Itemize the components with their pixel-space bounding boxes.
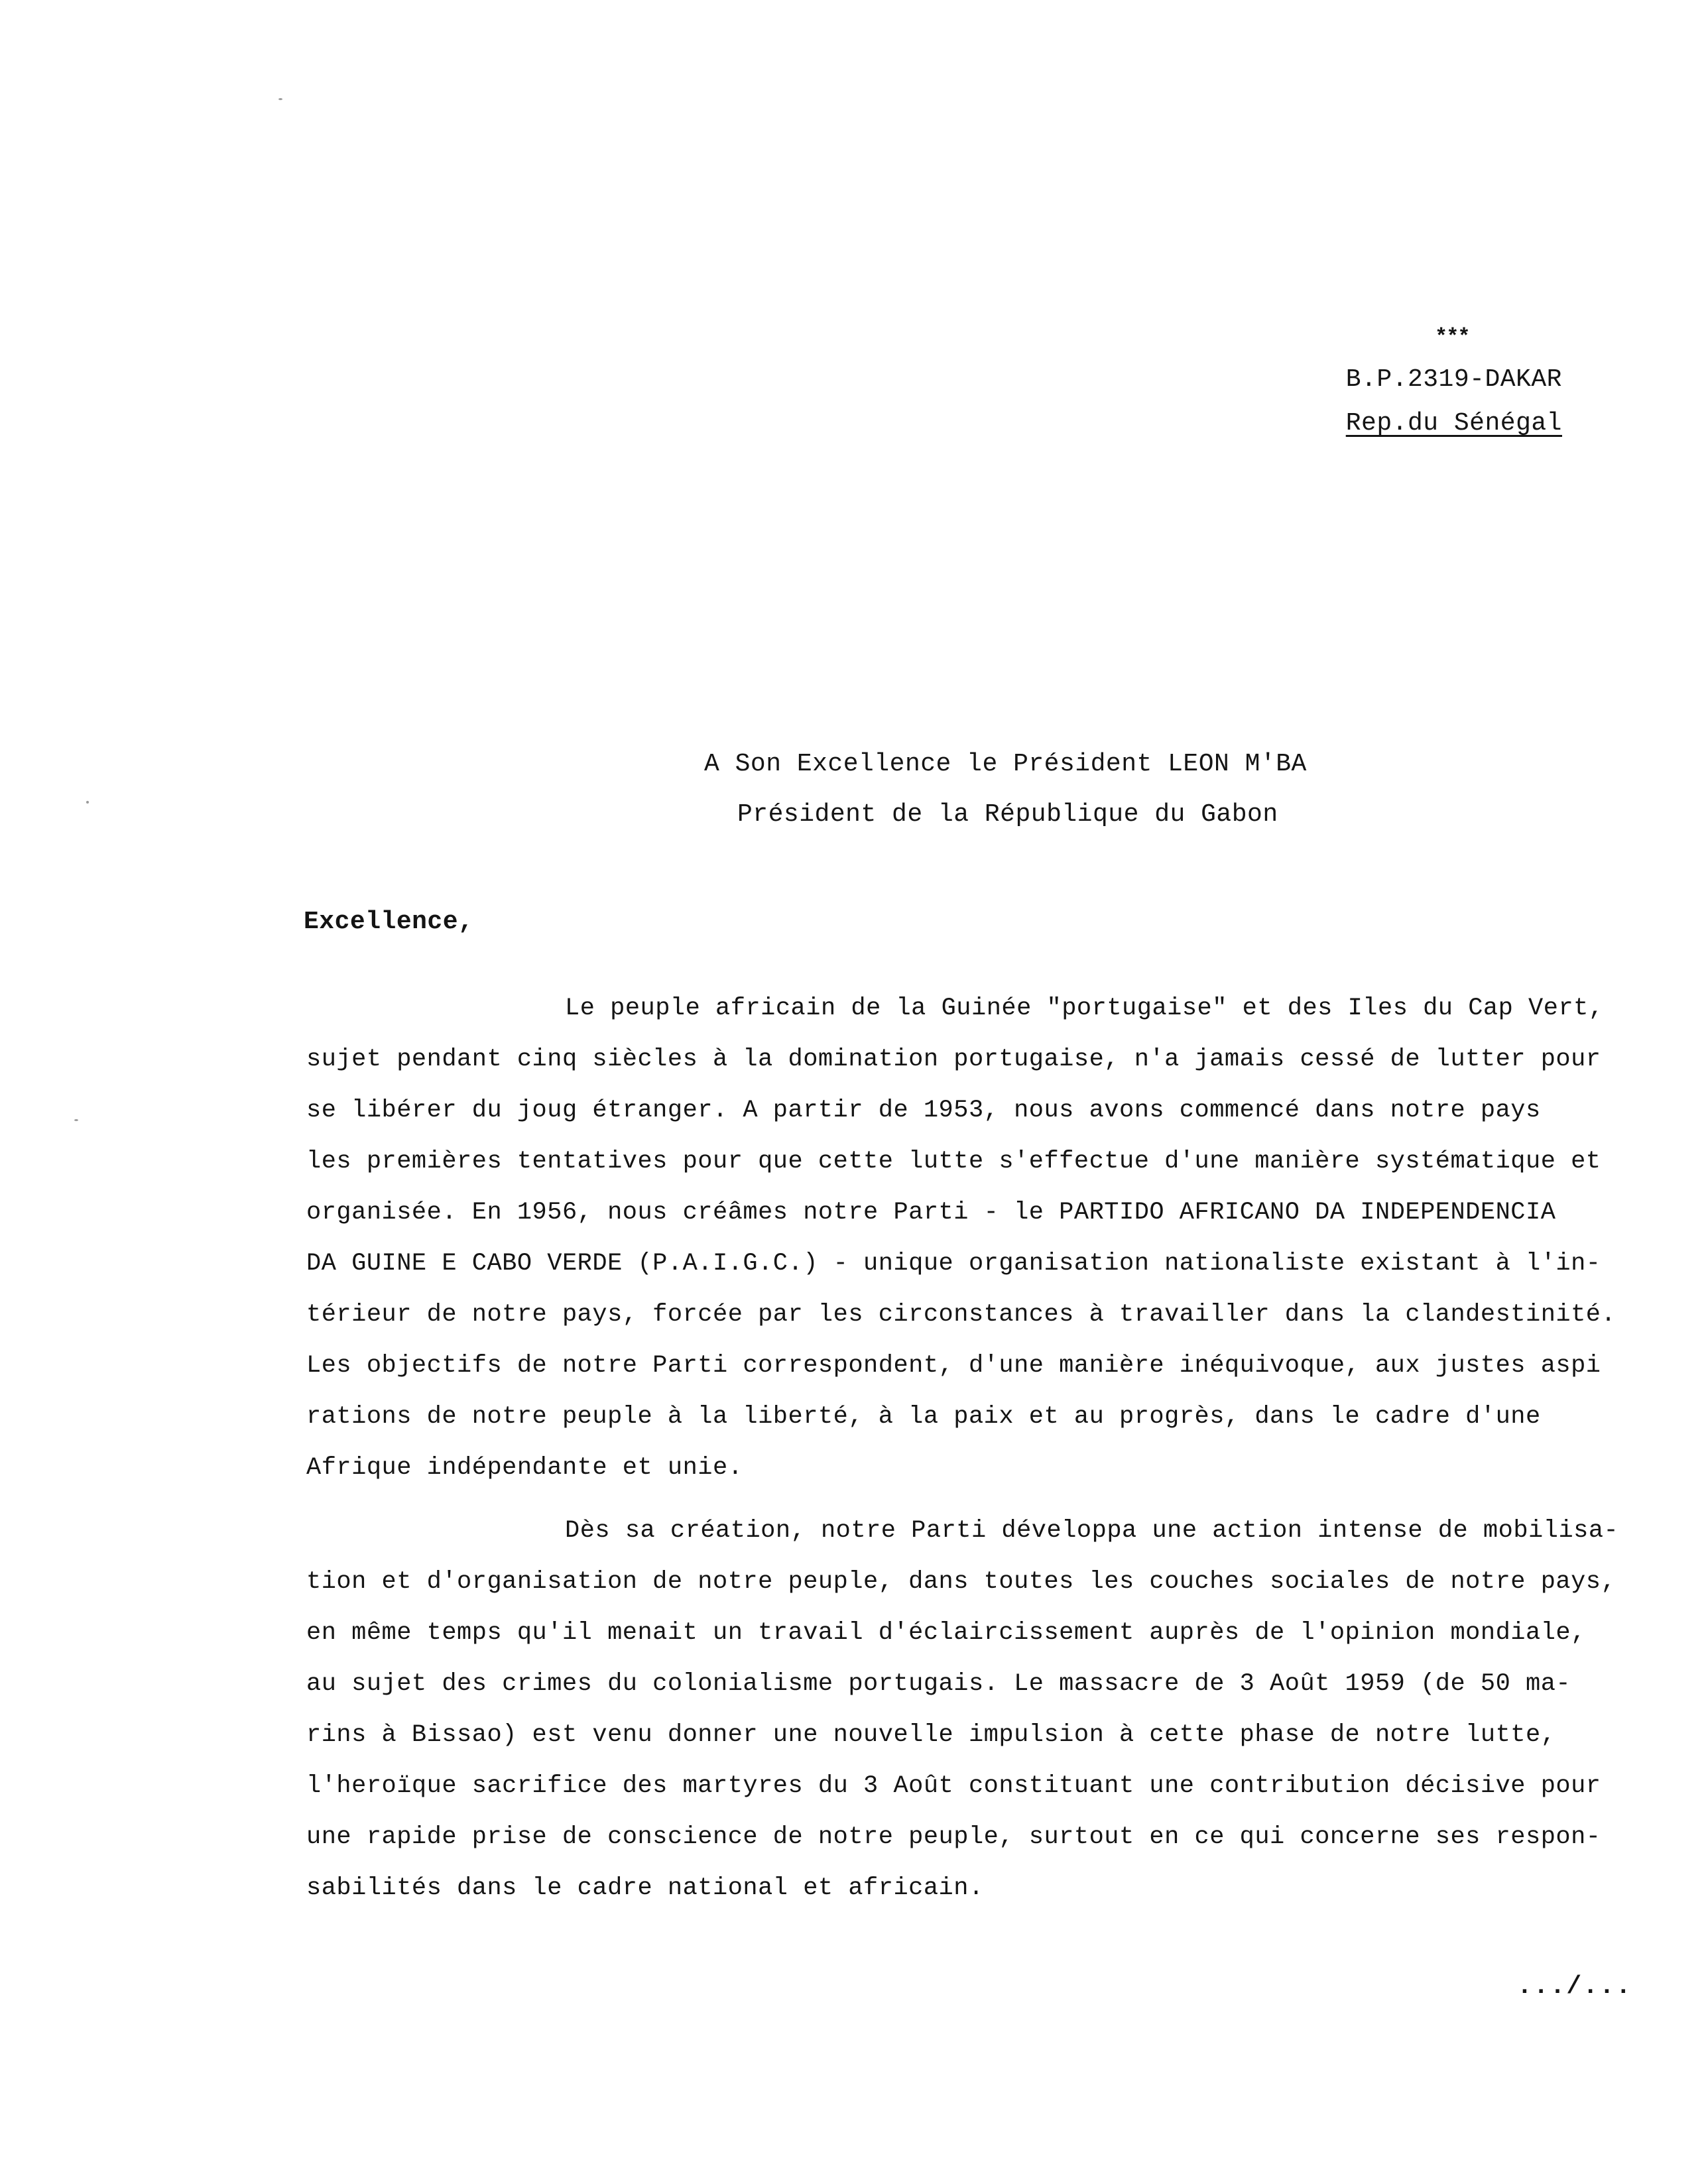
paragraph-line: Les objectifs de notre Parti correspondent, d'une manière inéquivoque, aux justes aspi (306, 1352, 1601, 1380)
page-continuation-mark: .../... (1517, 1972, 1632, 2001)
paragraph-line: l'heroïque sacrifice des martyres du 3 Août constituant une contribution décisive pour (306, 1772, 1601, 1800)
paragraph-line: une rapide prise de conscience de notre peuple, surtout en ce qui concerne ses respon- (306, 1823, 1601, 1851)
address-line-country: Rep.du Sénégal (1345, 409, 1562, 438)
paragraph-line: Afrique indépendante et unie. (306, 1454, 743, 1482)
addressee-line-2: Président de la République du Gabon (737, 800, 1278, 829)
paragraph-line: DA GUINE E CABO VERDE (P.A.I.G.C.) - unique organisation nationaliste existant à l'in- (306, 1250, 1601, 1278)
paragraph-line: Dès sa création, notre Parti développa une action intense de mobilisa- (565, 1517, 1619, 1545)
paragraph-line: organisée. En 1956, nous créâmes notre Parti - le PARTIDO AFRICANO DA INDEPENDENCIA (306, 1199, 1556, 1227)
addressee-line-1: A Son Excellence le Président LEON M'BA (704, 750, 1307, 778)
scan-speck (74, 1119, 78, 1121)
paragraph-line: se libérer du joug étranger. A partir de 1953, nous avons commencé dans notre pays (306, 1097, 1541, 1124)
scan-speck (86, 801, 89, 804)
scan-speck (278, 98, 282, 100)
paragraph-line: Le peuple africain de la Guinée "portugaise" et des Iles du Cap Vert, (565, 994, 1604, 1022)
salutation: Excellence, (304, 908, 474, 936)
paragraph-line: térieur de notre pays, forcée par les circonstances à travailler dans la clandestinité. (306, 1301, 1616, 1329)
paragraph-line: tion et d'organisation de notre peuple, dans toutes les couches sociales de notre pays, (306, 1568, 1616, 1596)
paragraph-line: en même temps qu'il menait un travail d'éclaircissement auprès de l'opinion mondiale, (306, 1619, 1586, 1647)
addressee-block (704, 739, 1307, 840)
paragraph-line: les premières tentatives pour que cette lutte s'effectue d'une manière systématique et (306, 1148, 1601, 1175)
paragraph-line: sujet pendant cinq siècles à la domination portugaise, n'a jamais cessé de lutter pour (306, 1046, 1601, 1073)
paragraph-1 (306, 983, 1659, 1494)
paragraph-2 (306, 1506, 1659, 1914)
address-line-po-box: B.P.2319-DAKAR (1345, 365, 1562, 394)
paragraph-line: au sujet des crimes du colonialisme portugais. Le massacre de 3 Août 1959 (de 50 ma- (306, 1670, 1571, 1698)
header-mark: *** (1435, 325, 1469, 349)
paragraph-line: sabilités dans le cadre national et africain. (306, 1874, 984, 1902)
sender-address (1346, 358, 1562, 446)
paragraph-line: rins à Bissao) est venu donner une nouvelle impulsion à cette phase de notre lutte, (306, 1721, 1556, 1749)
paragraph-line: rations de notre peuple à la liberté, à la paix et au progrès, dans le cadre d'une (306, 1403, 1541, 1431)
